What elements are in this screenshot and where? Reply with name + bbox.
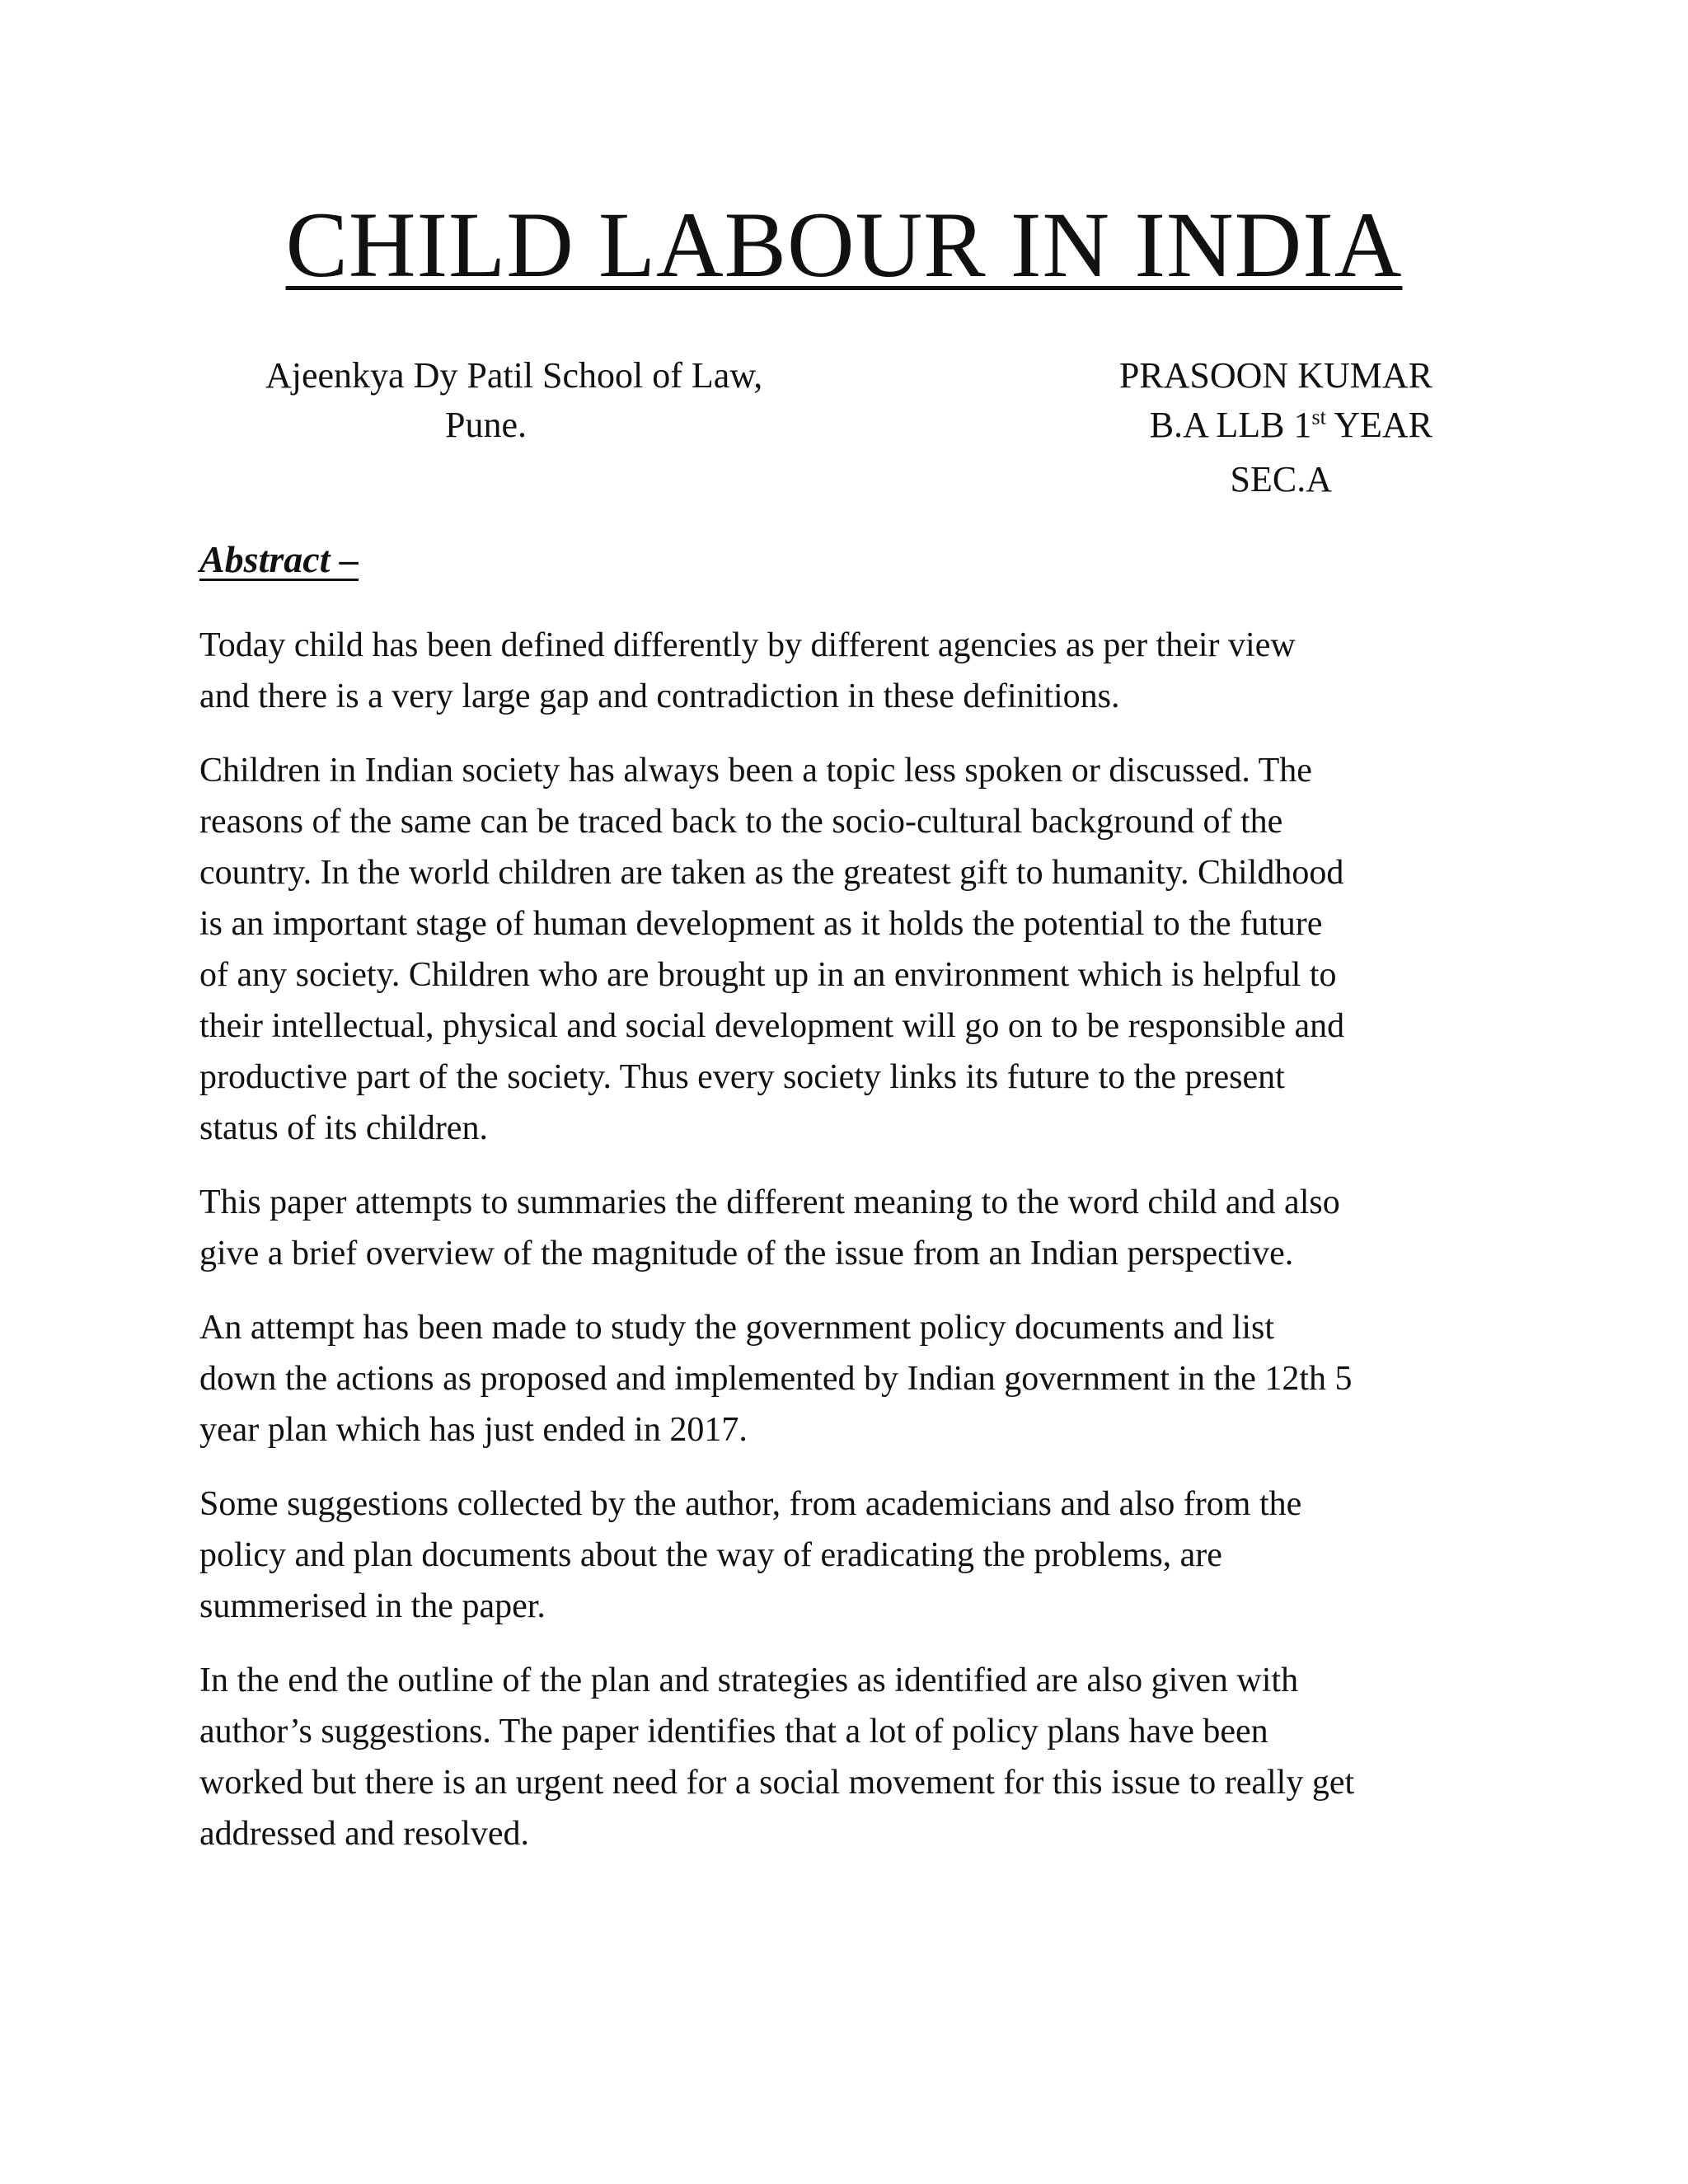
abstract-paragraph bbox=[199, 1302, 1502, 1455]
abstract-paragraph bbox=[199, 1655, 1502, 1859]
paragraph-line: down the actions as proposed and implemented by Indian government in the 12th 5 bbox=[199, 1360, 1353, 1398]
paragraph-line: and there is a very large gap and contradiction in these definitions. bbox=[199, 677, 1120, 715]
author-course-prefix: B.A LLB 1 bbox=[1149, 405, 1312, 445]
paragraph-line: country. In the world children are taken as the greatest gift to humanity. Childhood bbox=[199, 854, 1344, 892]
author-section: SEC.A bbox=[1230, 459, 1332, 499]
abstract-heading: Abstract – bbox=[199, 538, 359, 580]
paragraph-line: is an important stage of human development as it holds the potential to the future bbox=[199, 905, 1323, 943]
author-course-ordinal: st bbox=[1311, 405, 1326, 429]
paragraph-line: author’s suggestions. The paper identifies that a lot of policy plans have been bbox=[199, 1713, 1268, 1750]
paragraph-line: This paper attempts to summaries the different meaning to the word child and also bbox=[199, 1183, 1340, 1221]
paragraph-line: summerised in the paper. bbox=[199, 1587, 546, 1625]
abstract-paragraph bbox=[199, 1479, 1502, 1632]
abstract-paragraph bbox=[199, 620, 1502, 722]
paragraph-line: Some suggestions collected by the author, from academicians and also from the bbox=[199, 1485, 1302, 1523]
abstract-paragraph bbox=[199, 1177, 1502, 1279]
paragraph-line: status of its children. bbox=[199, 1109, 488, 1147]
paragraph-line: productive part of the society. Thus every society links its future to the present bbox=[199, 1058, 1285, 1096]
paragraph-line: worked but there is an urgent need for a social movement for this issue to really get bbox=[199, 1764, 1355, 1802]
paragraph-line: reasons of the same can be traced back to the socio-cultural background of the bbox=[199, 803, 1283, 841]
paragraph-line: Children in Indian society has always been a topic less spoken or discussed. The bbox=[199, 752, 1312, 790]
paragraph-line: their intellectual, physical and social development will go on to be responsible and bbox=[199, 1007, 1345, 1045]
paragraph-line: An attempt has been made to study the government policy documents and list bbox=[199, 1309, 1275, 1347]
abstract-body bbox=[199, 620, 1502, 1882]
paragraph-line: year plan which has just ended in 2017. bbox=[199, 1411, 748, 1449]
paragraph-line: In the end the outline of the plan and strategies as identified are also given with bbox=[199, 1661, 1299, 1699]
author-course bbox=[1150, 407, 1432, 443]
paragraph-line: policy and plan documents about the way of eradicating the problems, are bbox=[199, 1536, 1222, 1574]
paragraph-line: addressed and resolved. bbox=[199, 1815, 530, 1853]
document-title: CHILD LABOUR IN INDIA bbox=[285, 194, 1403, 297]
paragraph-line: give a brief overview of the magnitude of the issue from an Indian perspective. bbox=[199, 1235, 1294, 1272]
abstract-paragraph bbox=[199, 745, 1502, 1154]
paragraph-line: Today child has been defined differently by different agencies as per their view bbox=[199, 626, 1296, 664]
paragraph-line: of any society. Children who are brought up in an environment which is helpful to bbox=[199, 956, 1337, 994]
institution-line-2: Pune. bbox=[445, 405, 527, 445]
institution-line-1: Ajeenkya Dy Patil School of Law, bbox=[265, 355, 763, 396]
author-name: PRASOON KUMAR bbox=[1118, 355, 1432, 396]
author-course-suffix: YEAR bbox=[1325, 405, 1432, 445]
